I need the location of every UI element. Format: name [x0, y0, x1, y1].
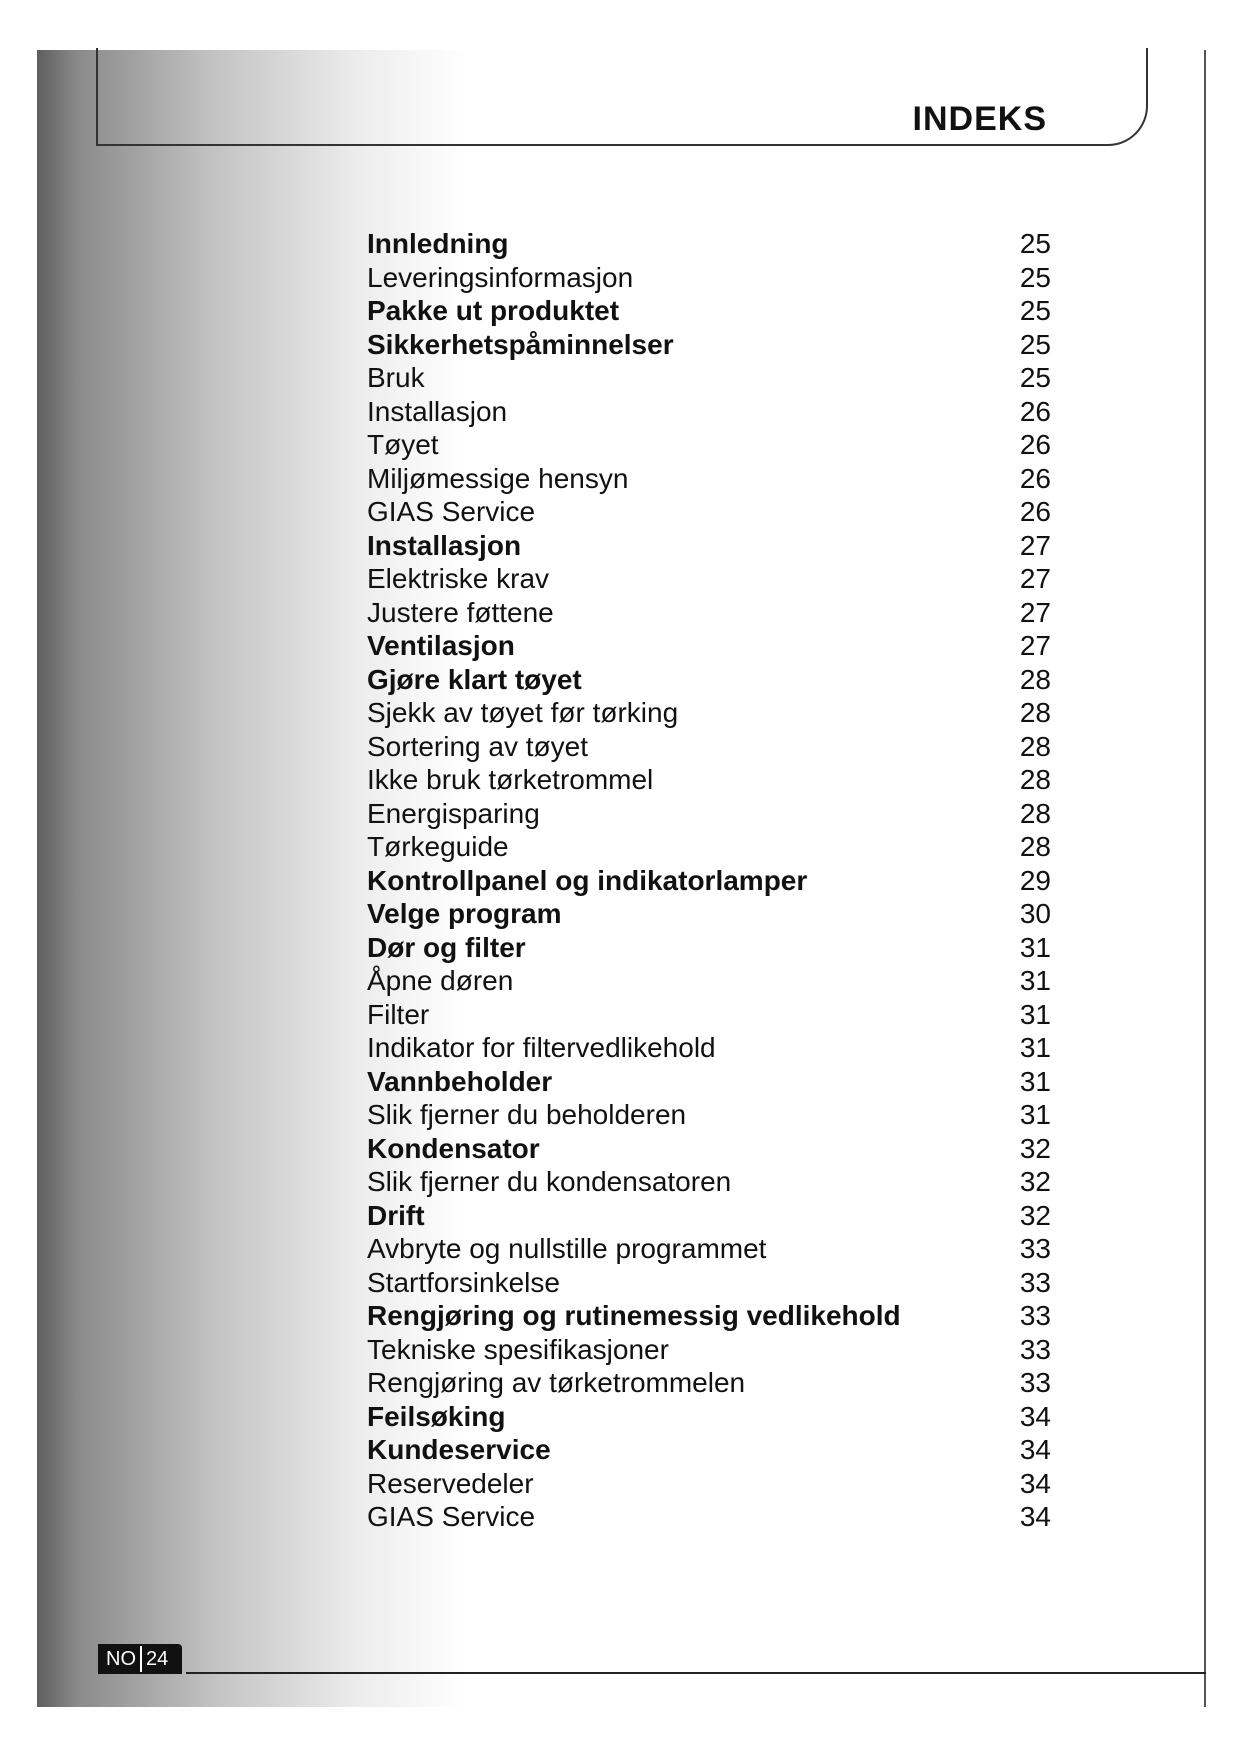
toc-entry[interactable] [367, 1199, 1051, 1233]
toc-entry-label: GIAS Service [367, 1501, 536, 1532]
toc-entry[interactable] [367, 696, 1051, 730]
toc-entry-label: Slik fjerner du beholderen [367, 1099, 687, 1130]
toc-entry[interactable] [367, 1132, 1051, 1166]
toc-entry[interactable] [367, 1366, 1051, 1400]
toc-entry-label: Ventilasjon [367, 630, 515, 661]
toc-entry-page: 33 [1019, 1333, 1051, 1365]
toc-entry-label: Elektriske krav [367, 563, 550, 594]
toc-entry-page: 25 [1019, 228, 1051, 259]
toc-entry[interactable] [367, 830, 1051, 864]
toc-entry[interactable] [367, 328, 1051, 362]
toc-entry[interactable] [367, 797, 1051, 831]
toc-entry-page: 25 [1019, 328, 1051, 360]
toc-entry-page: 26 [1019, 429, 1051, 460]
toc-entry-label: Indikator for filtervedlikehold [367, 1032, 716, 1063]
toc-entry-page: 31 [1019, 1099, 1051, 1130]
table-of-contents [367, 227, 1051, 1534]
toc-entry[interactable] [367, 562, 1051, 596]
toc-entry[interactable] [367, 261, 1051, 295]
toc-entry-page: 34 [1019, 1434, 1051, 1465]
toc-entry-label: Feilsøking [367, 1400, 506, 1432]
toc-entry[interactable] [367, 629, 1051, 663]
toc-entry-page: 34 [1019, 1467, 1051, 1499]
toc-entry[interactable] [367, 428, 1051, 462]
toc-entry-page: 28 [1019, 697, 1051, 728]
toc-entry-page: 25 [1019, 295, 1051, 326]
toc-entry-label: Energisparing [367, 797, 540, 829]
toc-entry-label: Avbryte og nullstille programmet [367, 1233, 767, 1264]
toc-entry[interactable] [367, 897, 1051, 931]
toc-entry-label: Reservedeler [367, 1467, 534, 1499]
toc-entry-label: Tøyet [367, 429, 439, 460]
toc-entry-label: Installasjon [367, 529, 522, 561]
toc-entry-page: 28 [1019, 764, 1051, 795]
toc-entry-page: 27 [1019, 596, 1051, 628]
toc-entry[interactable] [367, 1165, 1051, 1199]
toc-entry[interactable] [367, 730, 1051, 764]
toc-entry-label: Åpne døren [367, 965, 514, 996]
toc-entry[interactable] [367, 964, 1051, 998]
toc-entry-page: 33 [1019, 1266, 1051, 1298]
toc-entry[interactable] [367, 1098, 1051, 1132]
toc-entry[interactable] [367, 227, 1051, 261]
toc-entry-label: GIAS Service [367, 496, 536, 527]
page-number: 24 [146, 1648, 169, 1670]
toc-entry-label: Rengjøring og rutinemessig vedlikehold [367, 1300, 901, 1331]
toc-entry-label: Sjekk av tøyet før tørking [367, 697, 679, 728]
toc-entry-label: Startforsinkelse [367, 1266, 560, 1298]
toc-entry[interactable] [367, 1065, 1051, 1099]
toc-entry[interactable] [367, 663, 1051, 697]
toc-entry-page: 31 [1019, 965, 1051, 996]
toc-entry-label: Drift [367, 1199, 425, 1231]
toc-entry-page: 33 [1019, 1367, 1051, 1398]
toc-entry-label: Kondensator [367, 1132, 540, 1164]
toc-entry-label: Bruk [367, 362, 425, 393]
toc-entry-label: Rengjøring av tørketrommelen [367, 1367, 746, 1398]
toc-entry[interactable] [367, 1333, 1051, 1367]
language-code: NO [102, 1646, 142, 1672]
toc-entry-page: 29 [1019, 864, 1051, 896]
toc-entry-label: Kontrollpanel og indikatorlamper [367, 864, 808, 896]
toc-entry[interactable] [367, 864, 1051, 898]
toc-entry-page: 28 [1019, 797, 1051, 829]
toc-entry[interactable] [367, 763, 1051, 797]
toc-entry-label: Pakke ut produktet [367, 295, 620, 326]
toc-entry-page: 33 [1019, 1300, 1051, 1331]
toc-entry[interactable] [367, 495, 1051, 529]
toc-entry-label: Miljømessige hensyn [367, 462, 629, 494]
toc-entry-label: Tekniske spesifikasjoner [367, 1333, 669, 1365]
toc-entry[interactable] [367, 1467, 1051, 1501]
toc-entry[interactable] [367, 1266, 1051, 1300]
toc-entry-label: Leveringsinformasjon [367, 261, 634, 293]
toc-entry[interactable] [367, 529, 1051, 563]
toc-entry-page: 25 [1019, 261, 1051, 293]
toc-entry-page: 34 [1019, 1400, 1051, 1432]
right-margin-rule [1204, 50, 1206, 1707]
toc-entry-page: 26 [1019, 462, 1051, 494]
toc-entry-page: 33 [1019, 1233, 1051, 1264]
toc-entry-label: Vannbeholder [367, 1065, 553, 1097]
toc-entry-page: 31 [1019, 998, 1051, 1030]
toc-entry-page: 25 [1019, 362, 1051, 393]
toc-entry[interactable] [367, 395, 1051, 429]
toc-entry-page: 26 [1019, 496, 1051, 527]
toc-entry-label: Ikke bruk tørketrommel [367, 764, 654, 795]
toc-entry-page: 32 [1019, 1166, 1051, 1197]
footer-rule [186, 1672, 1206, 1674]
toc-entry[interactable] [367, 462, 1051, 496]
toc-entry[interactable] [367, 1433, 1051, 1467]
toc-entry[interactable] [367, 294, 1051, 328]
toc-entry-page: 27 [1019, 630, 1051, 661]
toc-entry-page: 28 [1019, 730, 1051, 762]
toc-entry-label: Sikkerhetspåminnelser [367, 328, 674, 360]
toc-entry[interactable] [367, 596, 1051, 630]
toc-entry-page: 27 [1019, 529, 1051, 561]
toc-entry-page: 31 [1019, 1032, 1051, 1063]
toc-entry-page: 28 [1019, 663, 1051, 695]
toc-entry-page: 32 [1019, 1199, 1051, 1231]
toc-entry-page: 26 [1019, 395, 1051, 427]
page-title: INDEKS [912, 100, 1047, 138]
toc-entry[interactable] [367, 1500, 1051, 1534]
toc-entry-label: Sortering av tøyet [367, 730, 588, 762]
toc-entry-page: 27 [1019, 563, 1051, 594]
toc-entry-label: Innledning [367, 228, 509, 259]
toc-entry-label: Tørkeguide [367, 831, 509, 862]
toc-entry-label: Velge program [367, 898, 562, 929]
toc-entry-label: Slik fjerner du kondensatoren [367, 1166, 732, 1197]
toc-entry-page: 32 [1019, 1132, 1051, 1164]
footer-page-badge [98, 1644, 182, 1674]
toc-entry-label: Gjøre klart tøyet [367, 663, 582, 695]
toc-entry-page: 30 [1019, 898, 1051, 929]
toc-entry-page: 31 [1019, 1065, 1051, 1097]
toc-entry[interactable] [367, 998, 1051, 1032]
toc-entry[interactable] [367, 931, 1051, 965]
toc-entry[interactable] [367, 1031, 1051, 1065]
toc-entry-label: Justere føttene [367, 596, 554, 628]
toc-entry-page: 34 [1019, 1501, 1051, 1532]
toc-entry[interactable] [367, 1299, 1051, 1333]
toc-entry-label: Kundeservice [367, 1434, 551, 1465]
toc-entry[interactable] [367, 1400, 1051, 1434]
toc-entry[interactable] [367, 1232, 1051, 1266]
toc-entry-label: Filter [367, 998, 430, 1030]
toc-entry-label: Installasjon [367, 395, 508, 427]
toc-entry-page: 31 [1019, 931, 1051, 963]
toc-entry-page: 28 [1019, 831, 1051, 862]
toc-entry[interactable] [367, 361, 1051, 395]
toc-entry-label: Dør og filter [367, 931, 526, 963]
